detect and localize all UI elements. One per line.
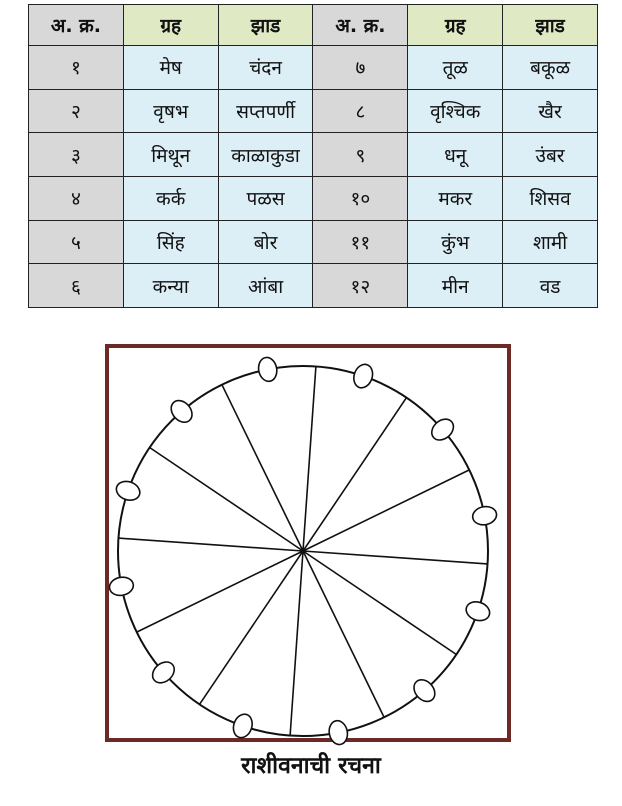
spoke-line <box>150 448 303 552</box>
tree-marker <box>108 575 135 597</box>
table-cell: सप्तपर्णी <box>218 89 313 133</box>
table-cell: चंदन <box>218 46 313 90</box>
spoke-line <box>303 398 407 551</box>
diagram-caption: राशीवनाची रचना <box>241 753 381 779</box>
header-tree-1: झाड <box>218 5 313 46</box>
spoke-line <box>137 551 303 632</box>
spoke-line <box>222 385 303 551</box>
header-sign-2: ग्रह <box>408 5 503 46</box>
tree-marker <box>257 356 279 383</box>
table-cell: ५ <box>29 220 124 264</box>
tree-marker <box>351 362 376 391</box>
table-cell: ६ <box>29 264 124 308</box>
table-cell: मीन <box>408 264 503 308</box>
table-cell: बोर <box>218 220 313 264</box>
table-cell: ३ <box>29 133 124 177</box>
spoke-line <box>290 551 303 736</box>
spokes-group <box>119 367 488 736</box>
table-cell: ७ <box>313 46 408 90</box>
spoke-line <box>303 551 488 564</box>
table-cell: ९ <box>313 133 408 177</box>
spoke-line <box>303 551 456 655</box>
spoke-line <box>303 551 384 717</box>
table-cell: खैर <box>503 89 598 133</box>
tree-marker <box>327 719 349 746</box>
table-cell: शिसव <box>503 176 598 220</box>
spoke-line <box>303 470 469 551</box>
table-cell: काळाकुडा <box>218 133 313 177</box>
table-cell: मकर <box>408 176 503 220</box>
tree-marker <box>471 505 498 527</box>
spoke-line <box>303 367 316 552</box>
table-cell: शामी <box>503 220 598 264</box>
table-cell: मेष <box>123 46 218 90</box>
table-cell: वड <box>503 264 598 308</box>
header-tree-2: झाड <box>503 5 598 46</box>
table-cell: मिथून <box>123 133 218 177</box>
table-cell: ८ <box>313 89 408 133</box>
header-serial-2: अ. क्र. <box>313 5 408 46</box>
table-cell: ११ <box>313 220 408 264</box>
tree-marker <box>230 712 255 741</box>
table-cell: उंबर <box>503 133 598 177</box>
table-cell: कुंभ <box>408 220 503 264</box>
table-cell: धनू <box>408 133 503 177</box>
table-cell: कर्क <box>123 176 218 220</box>
table-cell: २ <box>29 89 124 133</box>
table-cell: कन्या <box>123 264 218 308</box>
spoke-line <box>119 538 304 551</box>
spoke-line <box>200 551 304 704</box>
table-cell: आंबा <box>218 264 313 308</box>
table-cell: वृषभ <box>123 89 218 133</box>
header-serial-1: अ. क्र. <box>29 5 124 46</box>
table-cell: १० <box>313 176 408 220</box>
tree-marker <box>114 478 143 503</box>
header-sign-1: ग्रह <box>123 5 218 46</box>
tree-marker <box>464 599 493 624</box>
table-cell: ४ <box>29 176 124 220</box>
table-cell: १ <box>29 46 124 90</box>
table-cell: बकूळ <box>503 46 598 90</box>
table-cell: १२ <box>313 264 408 308</box>
table-cell: पळस <box>218 176 313 220</box>
table-cell: सिंह <box>123 220 218 264</box>
table-cell: वृश्चिक <box>408 89 503 133</box>
table-cell: तूळ <box>408 46 503 90</box>
